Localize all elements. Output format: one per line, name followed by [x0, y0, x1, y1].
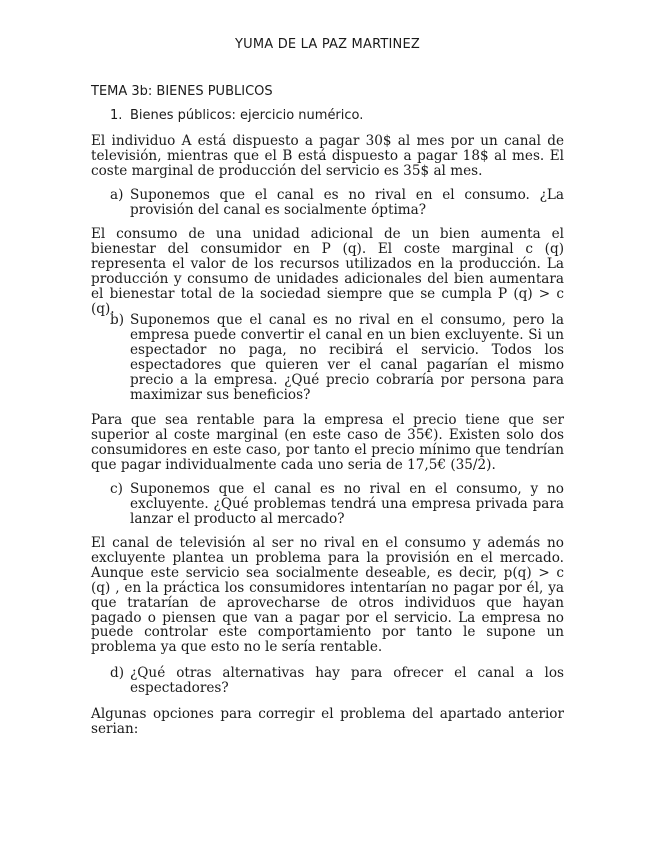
- question-letter: c): [110, 481, 123, 497]
- numbered-item: [110, 109, 363, 124]
- intro-paragraph: El individuo A está dispuesto a pagar 30$ al mes por un canal de televisión, mientras que el B está dispuesto a pagar 18$ al mes. El coste marginal de producción del servicio es 35$ al mes.: [91, 133, 564, 179]
- question-text: Suponemos que el canal es no rival en el consumo, pero la empresa puede convertir el canal en un bien excluyente. Si un espectador no paga, no recibirá el servicio. Todos los espectadores que quieren ver el canal pagarían el mismo precio a la empresa. ¿Qué precio cobraría por persona para maximizar sus beneficios?: [130, 312, 564, 403]
- question-letter: b): [110, 312, 125, 328]
- item-number: 1.: [110, 108, 123, 123]
- question-text: Suponemos que el canal es no rival en el consumo. ¿La provisión del canal es socialmente óptima?: [130, 187, 564, 218]
- question-c: [110, 482, 564, 527]
- question-letter: d): [110, 665, 125, 681]
- question-d: [110, 666, 564, 696]
- question-text: Suponemos que el canal es no rival en el consumo, y no excluyente. ¿Qué problemas tendrá una empresa privada para lanzar el producto al mercado?: [130, 481, 564, 527]
- question-b: [110, 313, 564, 402]
- answer-b: Para que sea rentable para la empresa el precio tiene que ser superior al coste marginal (en este caso de 35€). Existen solo dos consumidores en este caso, por tanto el precio mínimo que tendrían que pagar individualmente cada uno seria de 17,5€ (35/2).: [91, 412, 564, 473]
- question-letter: a): [110, 187, 124, 203]
- answer-a: El consumo de una unidad adicional de un bien aumenta el bienestar del consumidor en P (q). El coste marginal c (q) representa el valor de los recursos utilizados en la producción. La producción y consumo de unidades adicionales del bien aumentara el bienestar total de la sociedad siempre que se cumpla P (q) > c (q).: [91, 226, 564, 317]
- question-text: ¿Qué otras alternativas hay para ofrecer el canal a los espectadores?: [130, 665, 564, 696]
- item-title: Bienes públicos: ejercicio numérico.: [130, 108, 364, 123]
- answer-d: Algunas opciones para corregir el problema del apartado anterior serian:: [91, 706, 564, 737]
- question-a: [110, 188, 564, 218]
- document-author: YUMA DE LA PAZ MARTINEZ: [235, 37, 420, 52]
- document-heading: TEMA 3b: BIENES PUBLICOS: [91, 84, 273, 99]
- answer-c: El canal de televisión al ser no rival en el consumo y además no excluyente plantea un problema para la provisión en el mercado. Aunque este servicio sea socialmente deseable, es decir, p(q) > c (q) , en la práctica los consumidores intentarían no pagar por él, ya que tratarían de aprovecharse de otros individuos que hayan pagado o piensen que van a pagar por el servicio. La empresa no puede controlar este comportamiento por tanto le supone un problema ya que esto no le sería rentable.: [91, 535, 564, 656]
